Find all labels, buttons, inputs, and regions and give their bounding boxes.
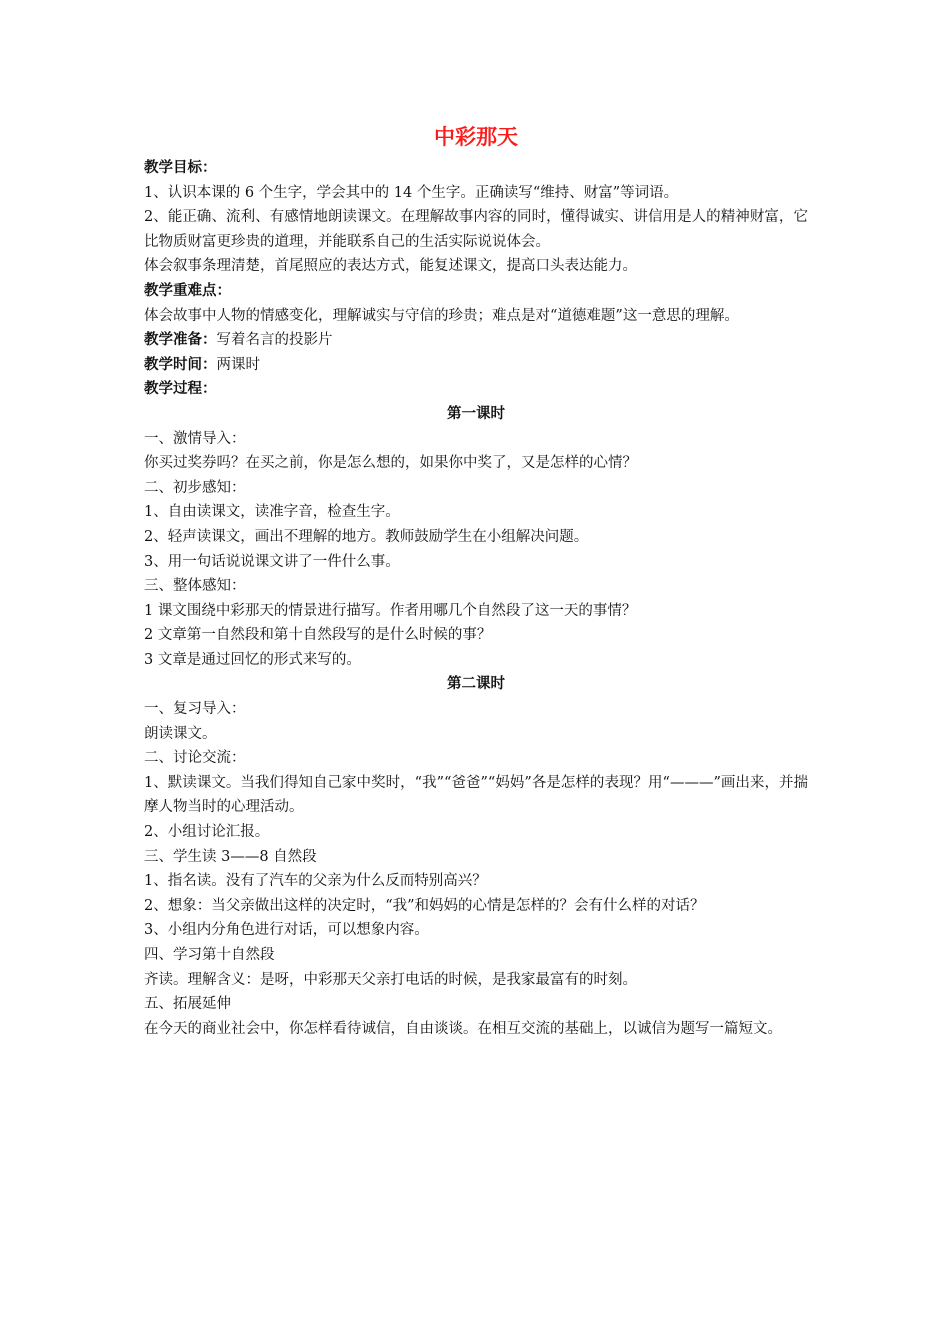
process-heading: 教学过程： [144,381,217,398]
lesson2-line: 3、小组内分角色进行对话，可以想象内容。 [144,922,429,939]
lesson2-line: 一、复习导入： [144,701,246,718]
lesson1-heading: 第一课时 [447,405,505,422]
lesson1-line: 2 文章第一自然段和第十自然段写的是什么时候的事？ [144,627,492,644]
lesson1-line: 2、轻声读课文，画出不理解的地方。教师鼓励学生在小组解决问题。 [144,528,589,545]
lesson1-line: 3 文章是通过回忆的形式来写的。 [144,651,361,668]
lesson1-line: 三、整体感知： [144,578,246,595]
document-title: 中彩那天 [434,125,518,149]
prep-text: 写着名言的投影片 [216,332,333,349]
lesson2-line: 在今天的商业社会中，你怎样看待诚信，自由谈谈。在相互交流的基础上，以诚信为题写一篇短文。 [144,1020,782,1037]
lesson2-line: 1、默读课文。当我们得知自己家中奖时，“我”“爸爸”“妈妈”各是怎样的表现？用“———”画出来，并揣摩人物当时的心理活动。 [144,774,808,816]
lesson2-line: 朗读课文。 [144,725,217,742]
document-page [144,118,808,1041]
time-text: 两课时 [216,356,260,373]
lesson2-line: 2、想象：当父亲做出这样的决定时，“我”和妈妈的心情是怎样的？会有什么样的对话？ [144,897,705,914]
lesson1-line: 一、激情导入： [144,430,246,447]
lesson2-line: 二、讨论交流： [144,750,246,767]
lesson2-line: 五、拓展延伸 [144,996,231,1013]
lesson2-heading: 第二课时 [447,676,505,693]
lesson2-line: 三、学生读 3——8 自然段 [144,848,317,865]
lesson1-line: 1 课文围绕中彩那天的情景进行描写。作者用哪几个自然段了这一天的事情？ [144,602,637,619]
goal-1: 1、认识本课的 6 个生字，学会其中的 14 个生字。正确读写“维持、财富”等词语。 [144,184,679,201]
prep-label: 教学准备： [144,332,217,349]
lesson2-line: 四、学习第十自然段 [144,947,275,963]
goals-heading: 教学目标： [144,160,217,176]
goal-2: 2、能正确、流利、有感情地朗读课文。在理解故事内容的同时，懂得诚实、讲信用是人的精神财富，它比物质财富更珍贵的道理，并能联系自己的生活实际说说体会。 [144,209,808,250]
time-row [144,353,808,378]
lesson1-line: 1、自由读课文，读准字音，检查生字。 [144,504,400,521]
lesson2-line: 2、小组讨论汇报。 [144,824,270,841]
lesson1-line: 3、用一句话说说课文讲了一件什么事。 [144,553,400,570]
time-label: 教学时间： [144,356,217,373]
lesson1-line: 你买过奖券吗？在买之前，你是怎么想的，如果你中奖了，又是怎样的心情？ [144,455,637,472]
focus-text: 体会故事中人物的情感变化，理解诚实与守信的珍贵；难点是对“道德难题”这一意思的理解。 [144,307,739,324]
lesson2-line: 齐读。理解含义：是呀，中彩那天父亲打电话的时候，是我家最富有的时刻。 [144,971,637,988]
lesson1-line: 二、初步感知： [144,479,246,496]
focus-heading: 教学重难点： [144,282,231,299]
lesson2-line: 1、指名读。没有了汽车的父亲为什么反而特别高兴？ [144,873,487,890]
prep-row [144,328,808,353]
goal-3: 体会叙事条理清楚，首尾照应的表达方式，能复述课文，提高口头表达能力。 [144,258,637,275]
